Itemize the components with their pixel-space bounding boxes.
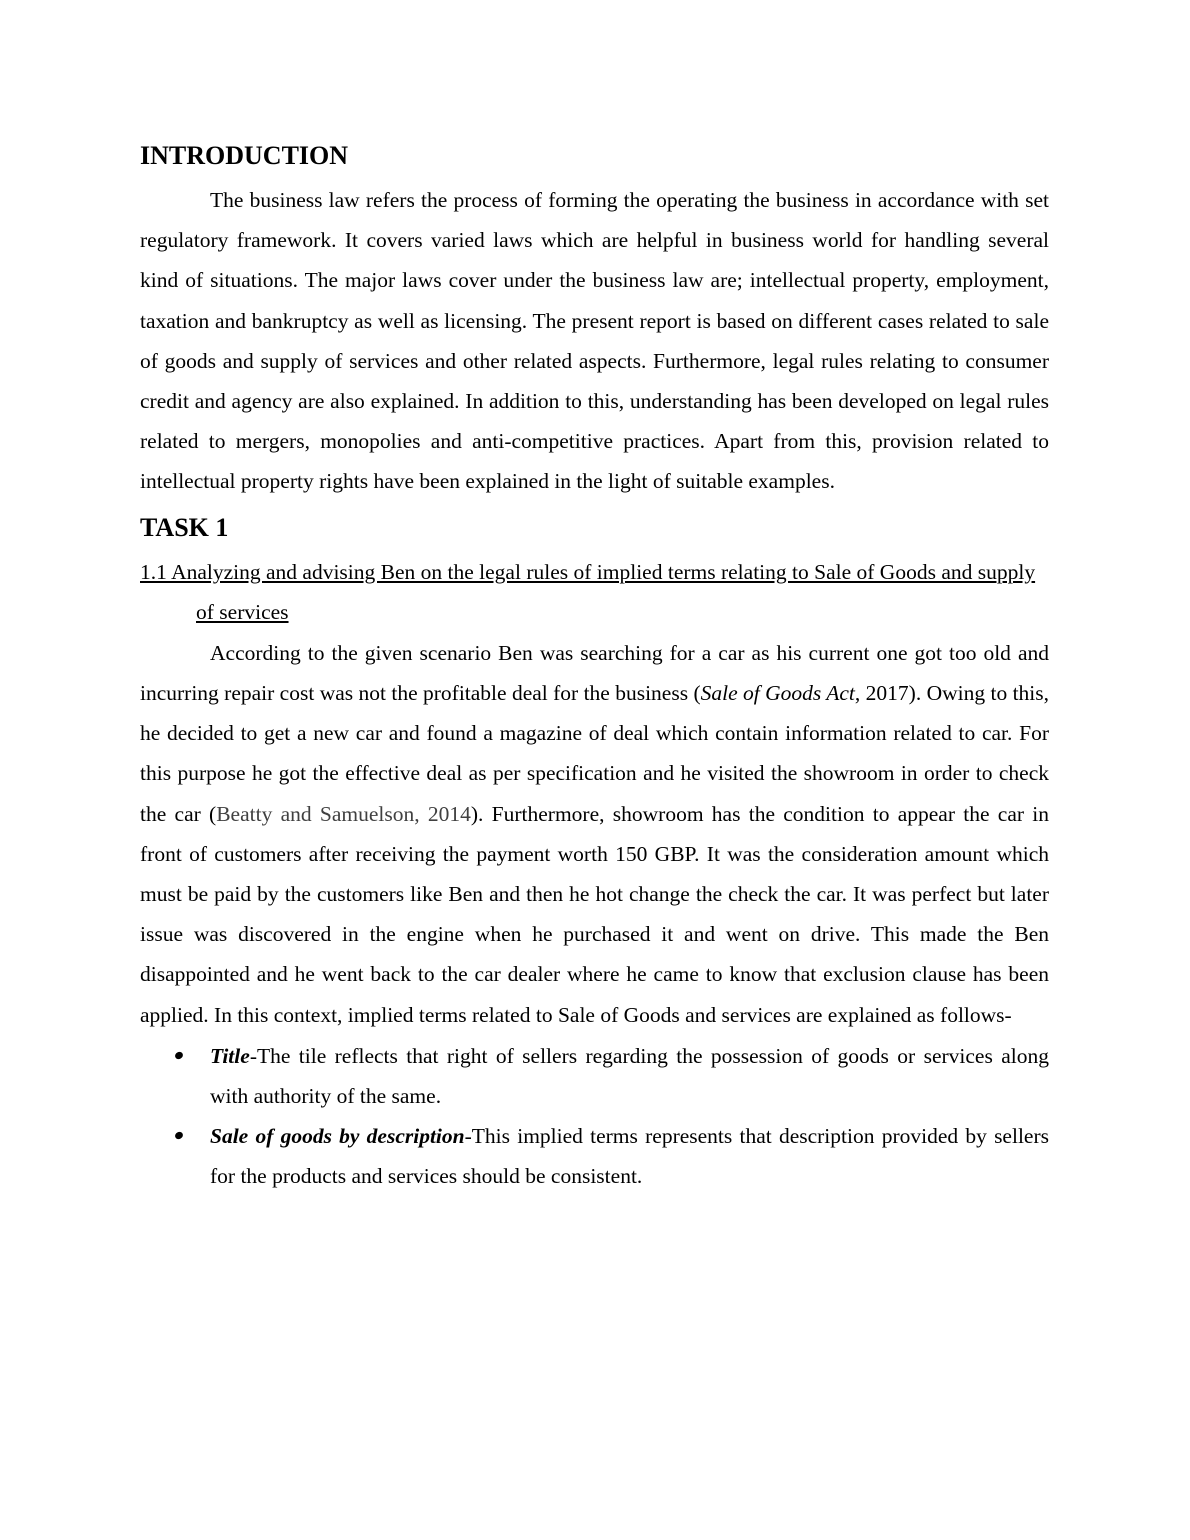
bullet-term: Sale of goods by description <box>210 1124 465 1149</box>
task1-paragraph <box>140 633 1049 1035</box>
document-page <box>140 136 1049 1197</box>
introduction-paragraph: The business law refers the process of forming the operating the business in accordance with set regulatory framework. It covers varied laws which are helpful in business world for handling several kind of situations. The major laws cover under the business law are; intellectual property, employment, taxation and bankruptcy as well as licensing. The present report is based on different cases related to sale of goods and supply of services and other related aspects. Furthermore, legal rules relating to consumer credit and agency are also explained. In addition to this, understanding has been developed on legal rules related to mergers, monopolies and anti-competitive practices. Apart from this, provision related to intellectual property rights have been explained in the light of suitable examples. <box>140 188 1049 494</box>
task1-paragraph-part1: According to the given scenario Ben was searching for a car as his current one got too old and incurring repair cost was not the profitable deal for the business ( <box>140 640 1049 706</box>
citation-beatty-samuelson: Beatty and Samuelson, 2014 <box>216 801 471 826</box>
list-item <box>140 1036 1049 1116</box>
bullet-text: -This implied terms represents that description provided by sellers for the products and services should be consistent. <box>210 1124 1049 1189</box>
bullet-icon <box>174 1050 184 1060</box>
implied-terms-list <box>140 1036 1049 1197</box>
task1-subheading: 1.1 Analyzing and advising Ben on the legal rules of implied terms relating to Sale of Goods and supply of services <box>140 559 1036 625</box>
task1-heading: TASK 1 <box>140 512 229 542</box>
task1-paragraph-citation1-rest: , 2017). Owing to this, he decided to get a new car and found a magazine of deal which contain information related to car. For this purpose he got the effective deal as per specification and he visited the showroom in order to check the car ( <box>140 681 1050 826</box>
introduction-heading: INTRODUCTION <box>140 141 349 170</box>
list-item <box>140 1116 1049 1196</box>
task1-paragraph-part2: ). Furthermore, showroom has the condition to appear the car in front of customers after receiving the payment worth 150 GBP. It was the consideration amount which must be paid by the customers like Ben and then he hot change the check the car. It was perfect but later issue was discovered in the engine when he purchased it and went on drive. This made the Ben disappointed and he went back to the car dealer where he came to know that exclusion clause has been applied. In this context, implied terms related to Sale of Goods and services are explained as follows- <box>140 801 1049 1027</box>
citation-sale-of-goods-act: Sale of Goods Act <box>700 681 855 706</box>
bullet-text: -The tile reflects that right of sellers regarding the possession of goods or services along with authority of the same. <box>210 1043 1049 1109</box>
bullet-icon <box>174 1131 184 1141</box>
bullet-term: Title <box>210 1043 250 1068</box>
